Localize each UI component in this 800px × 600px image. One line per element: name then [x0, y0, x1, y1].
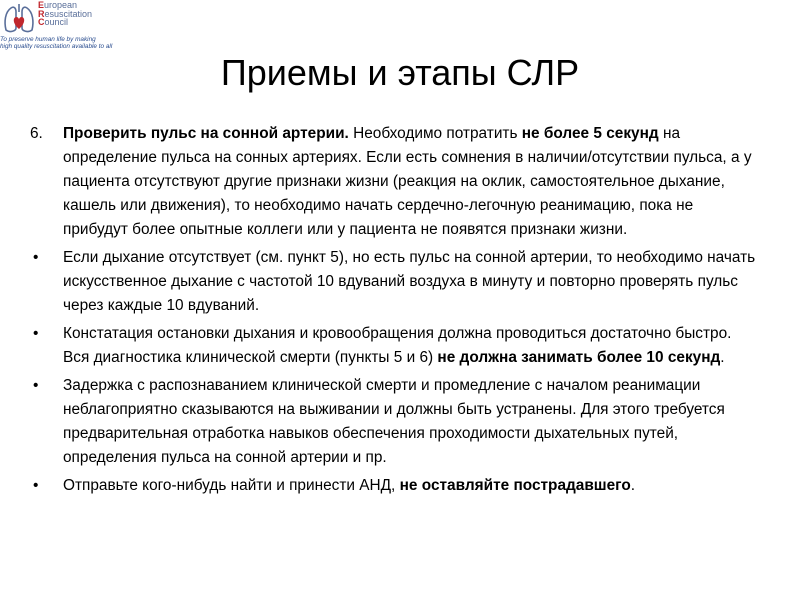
bullet-item [30, 246, 760, 318]
list-marker: • [33, 249, 39, 266]
bold-text: Проверить пульс на сонной артерии. [63, 125, 349, 142]
body-text: Задержка с распознаванием клинической смерти и промедление с началом реанимации неблагоприятно сказываются на выживании и должны быть устранены. Для этого требуется предварительная отработка навыков обеспечения проходимости дыхательных путей, определения пульса на сонной артерии и пр. [63, 377, 725, 466]
erc-logo [0, 0, 135, 55]
bullet-item [30, 374, 760, 470]
bullet-item [30, 322, 760, 370]
slide-body [30, 122, 760, 502]
list-marker: • [33, 325, 39, 342]
numbered-item [30, 122, 760, 242]
list-marker: • [33, 477, 39, 494]
slide-title: Приемы и этапы СЛР [220, 52, 580, 93]
bold-text: не должна занимать более 10 секунд [437, 349, 721, 366]
body-text: . [630, 477, 636, 494]
heart-lungs-icon [2, 2, 36, 36]
body-text: Отправьте кого-нибудь найти и принести АНД, [63, 477, 400, 494]
bullet-item [30, 474, 760, 498]
body-text: Констатация остановки дыхания и кровообращения должна проводиться достаточно быстро. Вся диагностика клинической смерти (пункты 5 и 6) [63, 325, 732, 366]
list-marker: • [33, 377, 39, 394]
body-text: Если дыхание отсутствует (см. пункт 5), но есть пульс на сонной артерии, то необходимо начать искусственное дыхание с частотой 10 вдуваний воздуха в минуту и повторно проверять пульс через каждые 10 вдуваний. [63, 249, 756, 314]
logo-wordmark: European Resuscitation Council [38, 0, 93, 28]
bold-text: не более 5 секунд [521, 125, 659, 142]
body-text: Необходимо потратить [348, 125, 522, 142]
body-text: . [720, 349, 725, 366]
logo-tagline: To preserve human life by making high quality resuscitation available to all [0, 36, 113, 50]
list-marker: 6. [30, 125, 43, 142]
bold-text: не оставляйте пострадавшего [399, 477, 631, 494]
body-text: на определение пульса на сонных артериях. Если есть сомнения в наличии/отсутствии пульса, а у пациента отсутствуют другие признаки жизни (реакция на оклик, самостоятельное дыхание, кашель или движения), то необходимо начать сердечно-легочную реанимацию, пока не прибудут более опытные коллеги или у пациента не появятся признаки жизни. [63, 125, 752, 238]
